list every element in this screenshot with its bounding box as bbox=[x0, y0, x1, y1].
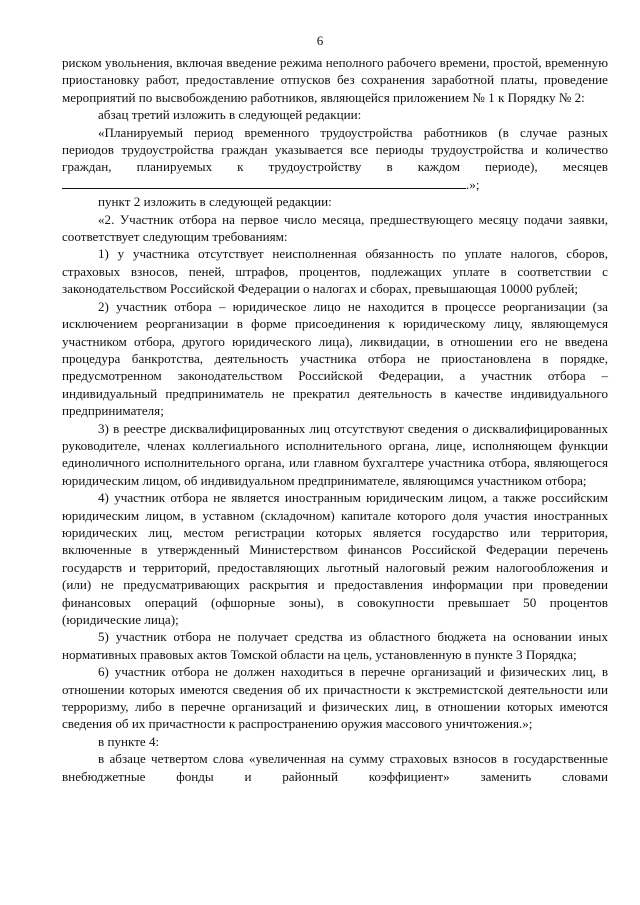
page-number: 6 bbox=[316, 33, 324, 48]
paragraph-point-4-text: в абзаце четвертом слова «увеличенная на сумму страховых взносов в государственные внебюджетные фонды и районный коэффициент» заменить словами bbox=[62, 751, 608, 784]
paragraph-point-2-text: «2. Участник отбора на первое число месяца, предшествующего месяцу подачи заявки, соответствует следующим требованиям: bbox=[62, 211, 608, 245]
requirement-3: 3) в реестре дисквалифицированных лиц отсутствуют сведения о дисквалифицированных руководителе, членах коллегиального исполнительного органа, лице, исполняющем функции единоличного исполнительного органа, или главном бухгалтере участника отбора, являющегося юридическим лицом, об индивидуальном предпринимателе, являющимся участником отбора; bbox=[62, 420, 608, 488]
requirement-5: 5) участник отбора не получает средства из областного бюджета на основании иных нормативных правовых актов Томской области на цель, установленную в пункте 3 Порядка; bbox=[62, 629, 608, 662]
paragraph-point-2-heading: пункт 2 изложить в следующей редакции: bbox=[98, 194, 332, 210]
paragraph-intro: риском увольнения, включая введение режима неполного рабочего времени, простой, временную приостановку работ, предоставление отпусков без сохранения заработной платы, проведение мероприятий по высвобождению работников, являющейся приложением № 1 к Порядку № 2: bbox=[62, 55, 608, 105]
fill-in-blank-line bbox=[62, 176, 466, 189]
requirement-4: 4) участник отбора не является иностранным юридическим лицом, а также российским юридическим лицом, в уставном (складочном) капитале которого доля участия иностранных юридических лиц, местом регистрации которых является государство или территория, включенные в утвержденный Министерством финансов Российской Федерации перечень государств и территорий, предоставляющих льготный налоговый режим налогообложения и (или) не предусматривающих раскрытия и предоставления информации при проведении финансовых операций (офшорные зоны), в совокупности превышает 50 процентов (юридические лица); bbox=[62, 490, 608, 627]
paragraph-instruction: абзац третий изложить в следующей редакции: bbox=[98, 107, 362, 123]
requirement-6: 6) участник отбора не должен находиться в перечне организаций и физических лиц, в отношении которых имеются сведения об их причастности к экстремистской деятельности или терроризму, либо в перечне организаций и физических лиц, в отношении которых имеются сведения об их причастности к распространению оружия массового уничтожения.»; bbox=[62, 664, 608, 732]
paragraph-planned-period: «Планируемый период временного трудоустройства работников (в случае разных периодов трудоустройства граждан указывается все периоды трудоустройства и количество граждан, планируемых к трудоустройству в каждом периоде), месяцев bbox=[62, 124, 608, 175]
fill-in-line-row bbox=[62, 176, 608, 193]
document-body bbox=[62, 54, 608, 785]
fill-in-line-suffix: .»; bbox=[466, 176, 480, 192]
requirement-2: 2) участник отбора – юридическое лицо не находится в процессе реорганизации (за исключением реорганизации в форме присоединения к юридическому лицу, являющемуся участником отбора, другого юридического лица), ликвидации, в отношении его не введена процедура банкротства, деятельность участника отбора не приостановлена в порядке, предусмотренном законодательством Российской Федерации, а участник отбора – индивидуальный предприниматель не прекратил деятельность в качестве индивидуального предпринимателя; bbox=[62, 298, 608, 419]
requirement-1: 1) у участника отсутствует неисполненная обязанность по уплате налогов, сборов, страховых взносов, пеней, штрафов, процентов, подлежащих уплате в соответствии с законодательством Российской Федерации о налогах и сборах, превышающая 10000 рублей; bbox=[62, 246, 608, 297]
paragraph-point-4-heading: в пункте 4: bbox=[98, 733, 160, 749]
